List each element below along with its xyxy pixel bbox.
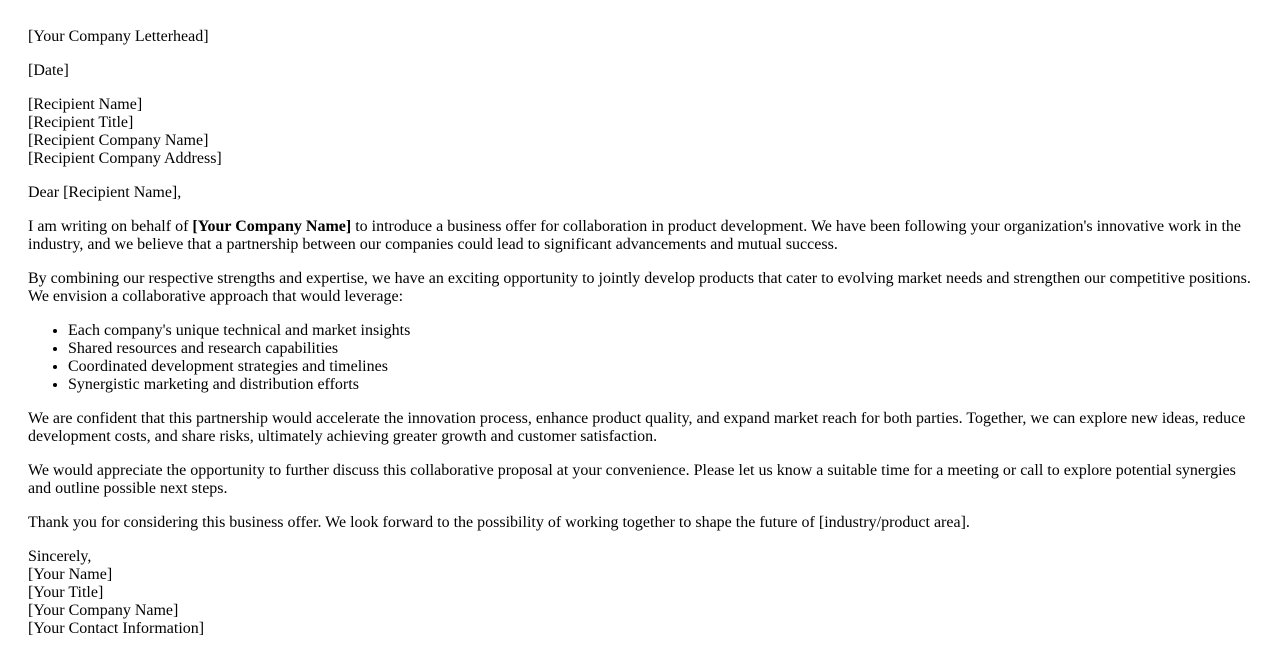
recipient-company-name: [Recipient Company Name] (28, 132, 209, 149)
sender-contact-information: [Your Contact Information] (28, 620, 205, 637)
letterhead: [Your Company Letterhead] (28, 28, 209, 45)
salutation: Dear [Recipient Name], (28, 184, 182, 201)
recipient-name: [Recipient Name] (28, 96, 143, 113)
confidence-paragraph: We are confident that this partnership would accelerate the innovation process, enhance product quality, and expand market reach for both parties. Together, we can explore new ideas, reduce development costs, and share risks, ultimately achieving greater growth and customer satisfaction. (28, 410, 1246, 445)
closing-salutation: Sincerely, (28, 548, 92, 565)
leverage-list (28, 322, 1253, 394)
thanks-paragraph: Thank you for considering this business offer. We look forward to the possibility of working together to shape the future of [industry/product area]. (28, 514, 970, 531)
intro-company-name: [Your Company Name] (192, 218, 352, 235)
letter-body (28, 28, 1253, 654)
list-item: • Shared resources and research capabilities (68, 340, 1253, 358)
meeting-paragraph: We would appreciate the opportunity to further discuss this collaborative proposal at your convenience. Please let us know a suitable time for a meeting or call to explore potential synergies and outline possible next steps. (28, 462, 1236, 497)
sender-company-name: [Your Company Name] (28, 602, 179, 619)
intro-text-after: to introduce a business offer for collaboration in product development. We have been following your organization's innovative work in the industry, and we believe that a partnership between our companies could lead to significant advancements and mutual success. (28, 218, 1242, 253)
signature-block (28, 548, 1253, 638)
intro-text-before: I am writing on behalf of (28, 218, 193, 235)
sender-name: [Your Name] (28, 566, 113, 583)
strengths-paragraph: By combining our respective strengths and expertise, we have an exciting opportunity to jointly develop products that cater to evolving market needs and strengthen our competitive positions. We envision a collaborative approach that would leverage: (28, 270, 1251, 305)
sender-title: [Your Title] (28, 584, 104, 601)
recipient-company-address: [Recipient Company Address] (28, 150, 222, 167)
letter-date: [Date] (28, 62, 69, 79)
list-item: • Coordinated development strategies and timelines (68, 358, 1253, 376)
list-item: • Synergistic marketing and distribution efforts (68, 376, 1253, 394)
recipient-title: [Recipient Title] (28, 114, 134, 131)
recipient-block (28, 96, 1253, 168)
intro-paragraph (28, 218, 1253, 254)
list-item: • Each company's unique technical and market insights (68, 322, 1253, 340)
